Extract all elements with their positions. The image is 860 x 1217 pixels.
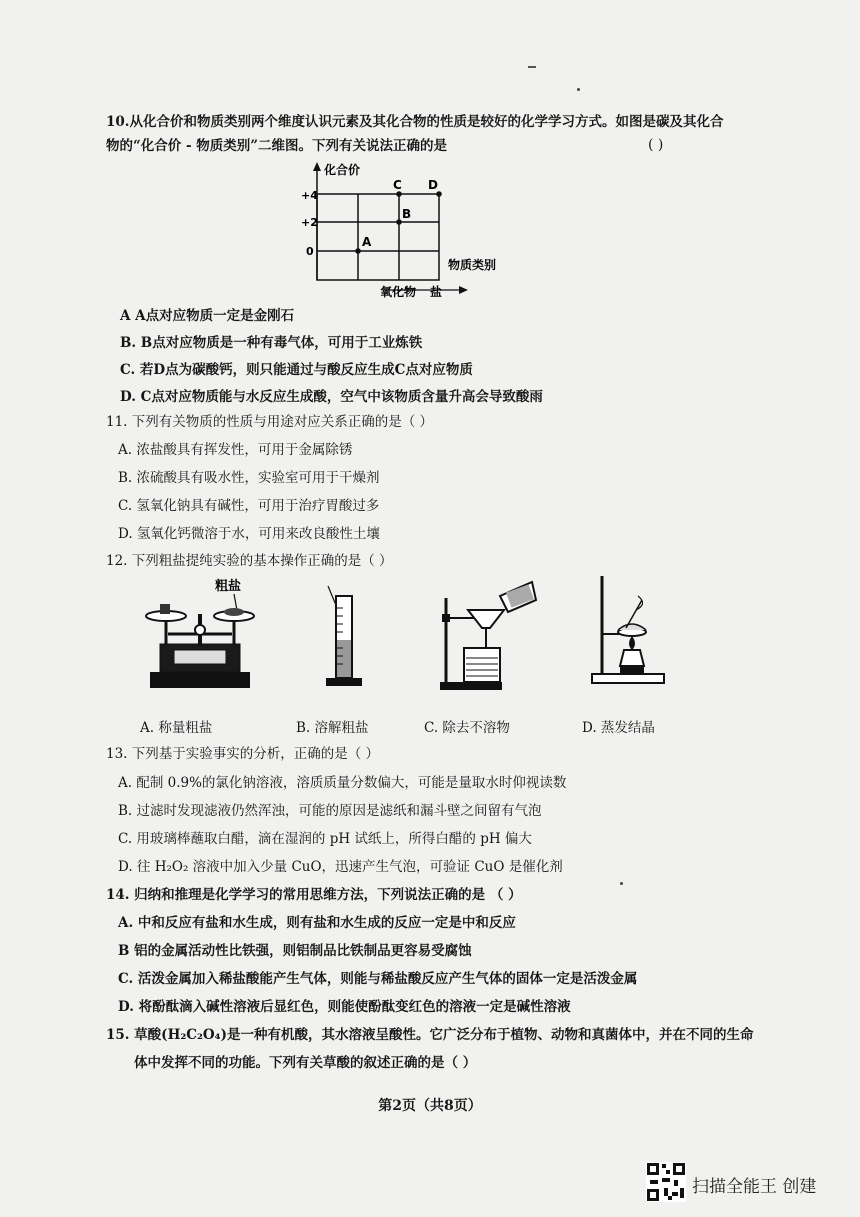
y-tick-plus2: +2 xyxy=(301,216,318,229)
x-axis-title: 物质类别 xyxy=(448,258,497,272)
q15-stem-line2: 体中发挥不同的功能。下列有关草酸的叙述正确的是（ ） xyxy=(134,1055,477,1071)
q14-stem: 14. 归纳和推理是化学学习的常用思维方法，下列说法正确的是 （ ） xyxy=(106,887,522,903)
evaporation-setup-figure xyxy=(590,574,670,686)
q12-caption-b: B. 溶解粗盐 xyxy=(296,720,369,736)
q11-option-d: D. 氢氧化钙微溶于水，可用来改良酸性土壤 xyxy=(118,526,380,542)
q11-option-a: A. 浓盐酸具有挥发性，可用于金属除锈 xyxy=(118,442,353,458)
balance-scale-figure xyxy=(140,574,260,694)
y-axis-arrow-icon xyxy=(313,162,321,171)
q10-option-c: C. 若D点为碳酸钙，则只能通过与酸反应生成C点对应物质 xyxy=(120,362,473,378)
q11-stem: 11. 下列有关物质的性质与用途对应关系正确的是（ ） xyxy=(106,414,434,430)
q14-option-a: A. 中和反应有盐和水生成，则有盐和水生成的反应一定是中和反应 xyxy=(118,915,516,931)
x-label-oxide: 氧化物 xyxy=(380,285,417,299)
scanner-watermark xyxy=(644,1162,844,1202)
scan-mark xyxy=(528,66,536,68)
point-C-label: C xyxy=(393,178,402,192)
y-axis-title: 化合价 xyxy=(324,163,361,177)
x-axis-arrow-icon xyxy=(459,286,468,294)
q14-option-c: C. 活泼金属加入稀盐酸能产生气体，则能与稀盐酸反应产生气体的固体一定是活泼金属 xyxy=(118,971,638,987)
watermark-text: 扫描全能王 创建 xyxy=(692,1177,817,1197)
q14-option-b: B 铝的金属活动性比铁强，则铝制品比铁制品更容易受腐蚀 xyxy=(118,943,472,959)
point-C xyxy=(396,191,402,197)
q13-option-a: A. 配制 0.9%的氯化钠溶液，溶质质量分数偏大，可能是量取水时仰视读数 xyxy=(118,775,567,791)
q12-caption-c: C. 除去不溶物 xyxy=(424,720,510,736)
graduated-cylinder-figure xyxy=(318,584,368,690)
point-D xyxy=(436,191,442,197)
q11-option-b: B. 浓硫酸具有吸水性，实验室可用于干燥剂 xyxy=(118,470,380,486)
q10-stem-line2: 物的“化合价 - 物质类别”二维图。下列有关说法正确的是 xyxy=(106,138,448,154)
point-A-label: A xyxy=(362,235,372,249)
scan-dot xyxy=(620,882,623,885)
q14-option-d: D. 将酚酞滴入碱性溶液后显红色，则能使酚酞变红色的溶液一定是碱性溶液 xyxy=(118,999,571,1015)
q12-caption-a: A. 称量粗盐 xyxy=(140,720,213,736)
q13-option-d: D. 往 H₂O₂ 溶液中加入少量 CuO，迅速产生气泡，可验证 CuO 是催化剂 xyxy=(118,859,563,875)
q15-stem-line1: 15. 草酸(H₂C₂O₄)是一种有机酸，其水溶液呈酸性。它广泛分布于植物、动物和真菌体中，并在不同的生命 xyxy=(106,1027,754,1043)
page-number-footer: 第2页（共8页） xyxy=(378,1098,482,1114)
q10-option-a: A A点对应物质一定是金刚石 xyxy=(120,308,295,324)
q12-caption-d: D. 蒸发结晶 xyxy=(582,720,655,736)
chart-grid-frame xyxy=(317,194,439,280)
x-label-salt: 盐 xyxy=(430,285,443,299)
point-B xyxy=(396,219,402,225)
y-tick-zero: 0 xyxy=(306,245,314,258)
q13-option-b: B. 过滤时发现滤液仍然浑浊，可能的原因是滤纸和漏斗壁之间留有气泡 xyxy=(118,803,542,819)
scan-dot xyxy=(577,88,580,91)
filtration-setup-figure xyxy=(434,578,538,692)
q10-stem-line1: 10.从化合价和物质类别两个维度认识元素及其化合物的性质是较好的化学学习方式。如图是碳及其化合 xyxy=(106,114,724,130)
q13-option-c: C. 用玻璃棒蘸取白醋，滴在湿润的 pH 试纸上，所得白醋的 pH 偏大 xyxy=(118,831,532,847)
valence-category-chart xyxy=(290,160,520,302)
q11-option-c: C. 氢氧化钠具有碱性，可用于治疗胃酸过多 xyxy=(118,498,380,514)
q13-stem: 13. 下列基于实验事实的分析，正确的是（ ） xyxy=(106,746,380,762)
point-D-label: D xyxy=(428,178,438,192)
y-tick-plus4: +4 xyxy=(301,189,318,202)
q10-option-b: B. B点对应物质是一种有毒气体，可用于工业炼铁 xyxy=(120,335,423,351)
point-A xyxy=(355,248,361,254)
crude-salt-label: 粗盐 xyxy=(215,579,242,594)
qr-code-icon xyxy=(646,1162,686,1202)
q12-stem: 12. 下列粗盐提纯实验的基本操作正确的是（ ） xyxy=(106,553,393,569)
point-B-label: B xyxy=(402,207,412,221)
q10-option-d: D. C点对应物质能与水反应生成酸，空气中该物质含量升高会导致酸雨 xyxy=(120,389,543,405)
q10-answer-paren: ( ) xyxy=(648,137,664,153)
